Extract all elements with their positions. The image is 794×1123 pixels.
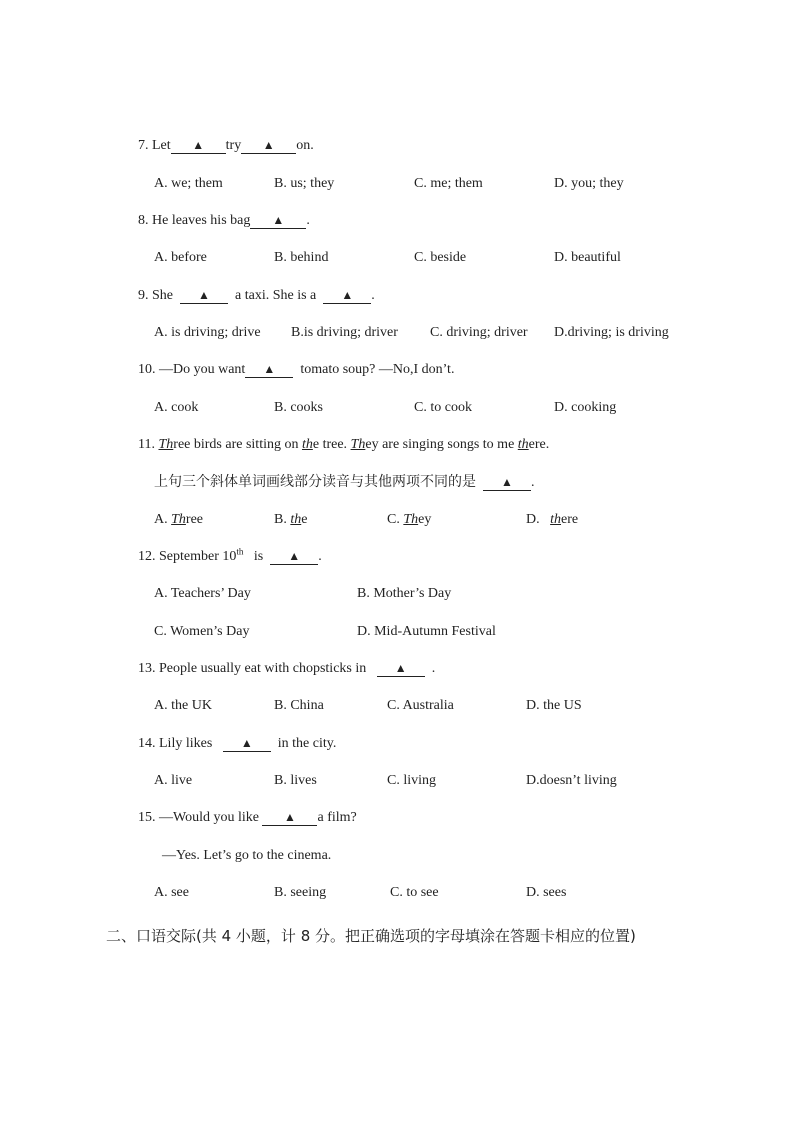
option-a: A. is driving; drive bbox=[154, 325, 261, 340]
option-a: A. live bbox=[154, 773, 193, 788]
option-d: D. Mid-Autumn Festival bbox=[357, 624, 496, 639]
option-c: C. to see bbox=[390, 885, 439, 900]
question-text: 10. —Do you want bbox=[138, 362, 246, 377]
option-a: A. cook bbox=[154, 400, 199, 415]
question-text: 13. People usually eat with chopsticks in bbox=[138, 661, 367, 676]
question-text: 15. —Would you like bbox=[138, 810, 259, 825]
question-text: . bbox=[371, 288, 375, 303]
option-a: A. we; them bbox=[154, 176, 223, 191]
option-c: C. to cook bbox=[414, 400, 472, 415]
answer-blank: ▲ bbox=[171, 138, 226, 154]
option-d: D. cooking bbox=[554, 400, 617, 415]
question-text: 12. September 10 bbox=[138, 549, 237, 564]
option-a: A. the UK bbox=[154, 698, 212, 713]
question-7 bbox=[138, 137, 314, 155]
option-b: B. seeing bbox=[274, 885, 327, 900]
question-15: 15. —Would you like ▲ a film? bbox=[138, 810, 357, 825]
underlined-letters: th bbox=[517, 437, 529, 452]
answer-blank: ▲ bbox=[483, 475, 531, 491]
option-a: A. Three bbox=[154, 512, 204, 527]
option-d: D. you; they bbox=[554, 176, 624, 191]
question-text: on. bbox=[296, 138, 314, 153]
question-text: try bbox=[225, 138, 242, 153]
option-a: A. Teachers’ Day bbox=[154, 586, 251, 601]
option-c: C. They bbox=[387, 512, 432, 527]
option-b: B. cooks bbox=[274, 400, 323, 415]
option-b: B. behind bbox=[274, 250, 329, 265]
question-text: tomato soup? —No,I don’t. bbox=[300, 362, 455, 377]
question-13: 13. People usually eat with chopsticks in ▲ . bbox=[138, 661, 436, 676]
question-11: 11. Three birds are sitting on the tree. They are singing songs to me there. bbox=[138, 437, 550, 452]
answer-blank: ▲ bbox=[323, 288, 371, 304]
answer-blank: ▲ bbox=[223, 736, 271, 752]
answer-blank: ▲ bbox=[262, 810, 317, 826]
option-c: C. driving; driver bbox=[430, 325, 528, 340]
question-9 bbox=[138, 287, 375, 305]
option-d: D. sees bbox=[526, 885, 567, 900]
option-b: B. lives bbox=[274, 773, 317, 788]
option-c: C. Women’s Day bbox=[154, 624, 250, 639]
answer-blank: ▲ bbox=[245, 362, 293, 378]
question-text: . bbox=[306, 213, 310, 228]
option-a: A. before bbox=[154, 250, 207, 265]
option-c: C. beside bbox=[414, 250, 467, 265]
option-d: D. beautiful bbox=[554, 250, 621, 265]
question-text: 14. Lily likes bbox=[138, 736, 213, 751]
option-c: C. Australia bbox=[387, 698, 454, 713]
answer-blank: ▲ bbox=[250, 213, 306, 229]
option-d: D. the US bbox=[526, 698, 582, 713]
question-15-reply: —Yes. Let’s go to the cinema. bbox=[162, 848, 332, 863]
question-text: 8. He leaves his bag bbox=[138, 213, 251, 228]
question-12: 12. September 10th is ▲ . bbox=[138, 546, 322, 564]
option-b: B. China bbox=[274, 698, 324, 713]
question-text: 7. Let bbox=[138, 138, 171, 153]
section-2-heading: 二、口语交际(共 4 小题，计 8 分。把正确选项的字母填涂在答题卡相应的位置) bbox=[106, 927, 636, 945]
option-d: D.driving; is driving bbox=[554, 325, 669, 340]
question-text: a taxi. She is a bbox=[235, 288, 317, 303]
option-b: B. us; they bbox=[274, 176, 335, 191]
option-c: C. living bbox=[387, 773, 437, 788]
question-text: 9. She bbox=[138, 288, 173, 303]
option-b: B. Mother’s Day bbox=[357, 586, 452, 601]
option-a: A. see bbox=[154, 885, 189, 900]
answer-blank: ▲ bbox=[241, 138, 296, 154]
question-8 bbox=[138, 212, 310, 230]
option-b: B.is driving; driver bbox=[291, 325, 398, 340]
option-d: D. there bbox=[526, 512, 579, 527]
answer-blank: ▲ bbox=[180, 288, 228, 304]
underlined-letters: Th bbox=[158, 437, 174, 452]
answer-blank: ▲ bbox=[270, 549, 318, 565]
answer-blank: ▲ bbox=[377, 661, 425, 677]
question-11-instruction: 上句三个斜体单词画线部分读音与其他两项不同的是 ▲ . bbox=[154, 474, 535, 490]
underlined-letters: Th bbox=[350, 437, 366, 452]
underlined-letters: th bbox=[301, 437, 313, 452]
question-10 bbox=[138, 361, 454, 379]
option-d: D.doesn’t living bbox=[526, 773, 617, 788]
question-14: 14. Lily likes ▲ in the city. bbox=[138, 736, 337, 751]
option-b: B. the bbox=[274, 512, 308, 527]
option-c: C. me; them bbox=[414, 176, 483, 191]
